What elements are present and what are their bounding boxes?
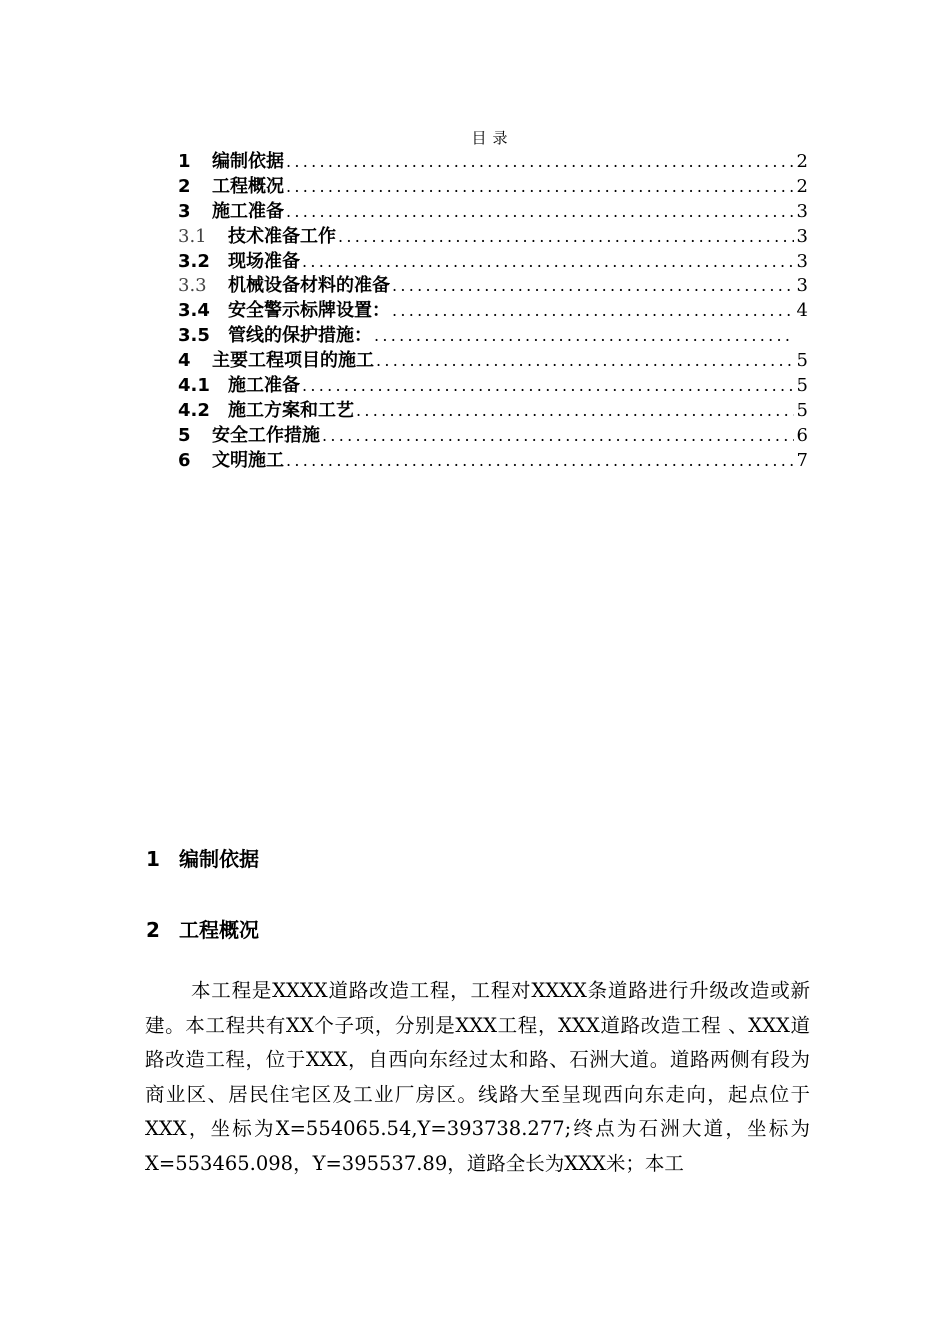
toc-entry-number: 1 xyxy=(178,151,191,172)
section-number: 1 xyxy=(146,847,160,871)
toc-leader-dots xyxy=(284,150,794,175)
toc-leader-dots xyxy=(390,274,794,299)
section-title: 工程概况 xyxy=(179,918,259,942)
toc-entry[interactable] xyxy=(178,449,808,474)
toc-entry-page: 3 xyxy=(796,250,808,272)
toc-entry-number: 5 xyxy=(178,424,191,446)
toc-entry-number: 6 xyxy=(178,449,191,471)
toc-entry-number: 3.2 xyxy=(178,250,210,272)
toc-entry-text: 施工准备 xyxy=(228,375,300,397)
toc-leader-dots xyxy=(374,349,794,374)
toc-entry-text: 施工准备 xyxy=(212,200,284,222)
toc-entry[interactable] xyxy=(178,200,808,225)
toc-entry[interactable] xyxy=(178,374,808,399)
toc-entry-page: 7 xyxy=(796,449,808,471)
toc-entry-text: 安全工作措施 xyxy=(212,424,320,446)
toc-title: 目录 xyxy=(471,129,514,147)
toc-entry[interactable] xyxy=(178,274,808,299)
section-heading xyxy=(146,917,259,943)
toc-entry-number: 4.2 xyxy=(178,399,210,421)
toc-entry-page: 3 xyxy=(796,225,808,247)
toc-entry[interactable] xyxy=(178,349,808,374)
toc-leader-dots xyxy=(354,399,794,424)
toc-entry[interactable] xyxy=(178,424,808,449)
table-of-contents xyxy=(178,150,808,474)
toc-entry-text: 工程概况 xyxy=(212,175,284,197)
toc-leader-dots xyxy=(300,374,794,399)
toc-entry-page: 5 xyxy=(796,350,808,372)
toc-entry-text: 管线的保护措施： xyxy=(228,325,372,347)
toc-leader-dots xyxy=(336,225,794,250)
toc-entry[interactable] xyxy=(178,225,808,250)
toc-entry-page: 3 xyxy=(796,200,808,222)
toc-entry-text: 主要工程项目的施工 xyxy=(212,350,374,372)
toc-entry[interactable] xyxy=(178,299,808,324)
toc-entry-page: 2 xyxy=(796,175,808,197)
toc-entry-number: 3.5 xyxy=(178,325,210,347)
toc-entry[interactable] xyxy=(178,324,808,349)
toc-leader-dots xyxy=(284,449,794,474)
toc-entry-number: 3.1 xyxy=(178,225,207,247)
toc-leader-dots xyxy=(284,175,794,200)
toc-entry-text: 安全警示标牌设置： xyxy=(228,300,390,322)
toc-leader-dots xyxy=(284,200,794,225)
section-heading xyxy=(146,846,259,872)
toc-entry-number: 4.1 xyxy=(178,375,210,397)
toc-leader-dots xyxy=(320,424,794,449)
section-title: 编制依据 xyxy=(179,847,259,871)
toc-entry[interactable] xyxy=(178,250,808,275)
toc-entry-page: 3 xyxy=(796,275,808,297)
section-number: 2 xyxy=(146,918,160,942)
toc-entry-text: 编制依据 xyxy=(212,151,284,172)
toc-entry-page: 4 xyxy=(796,300,808,322)
toc-entry-number: 2 xyxy=(178,175,191,197)
toc-leader-dots xyxy=(372,324,794,349)
toc-entry[interactable] xyxy=(178,175,808,200)
toc-leader-dots xyxy=(300,250,794,275)
toc-entry-number: 3.3 xyxy=(178,275,207,297)
toc-entry[interactable] xyxy=(178,399,808,424)
toc-entry-text: 机械设备材料的准备 xyxy=(228,275,390,297)
toc-entry-number: 3.4 xyxy=(178,300,210,322)
toc-entry-page: 5 xyxy=(796,399,808,421)
section-body xyxy=(145,974,810,1181)
toc-entry-text: 施工方案和工艺 xyxy=(228,399,354,421)
toc-entry-number: 4 xyxy=(178,350,191,372)
toc-entry-text: 技术准备工作 xyxy=(228,225,336,247)
toc-entry-page: 5 xyxy=(796,375,808,397)
toc-entry-text: 现场准备 xyxy=(228,250,300,272)
toc-entry[interactable] xyxy=(178,150,808,175)
toc-entry-number: 3 xyxy=(178,200,191,222)
toc-leader-dots xyxy=(390,299,794,324)
toc-entry-page: 2 xyxy=(796,151,808,172)
toc-entry-text: 文明施工 xyxy=(212,449,284,471)
body-paragraph: 本工程是XXXX道路改造工程，工程对XXXX条道路进行升级改造或新建。本工程共有XX个子项，分别是XXX工程，XXX道路改造工程 、XXX道路改造工程，位于XXX，自西向东经过太和路、石洲大道。道路两侧有段为商业区、居民住宅区及工业厂房区。线路大至呈现西向东走向，起点位于XXX，坐标为X=554065.54,Y=393738.277;终点为石洲大道，坐标为X=553465.098，Y=395537.89，道路全长为XXX米；本工 xyxy=(145,979,810,1175)
toc-entry-page: 6 xyxy=(796,424,808,446)
